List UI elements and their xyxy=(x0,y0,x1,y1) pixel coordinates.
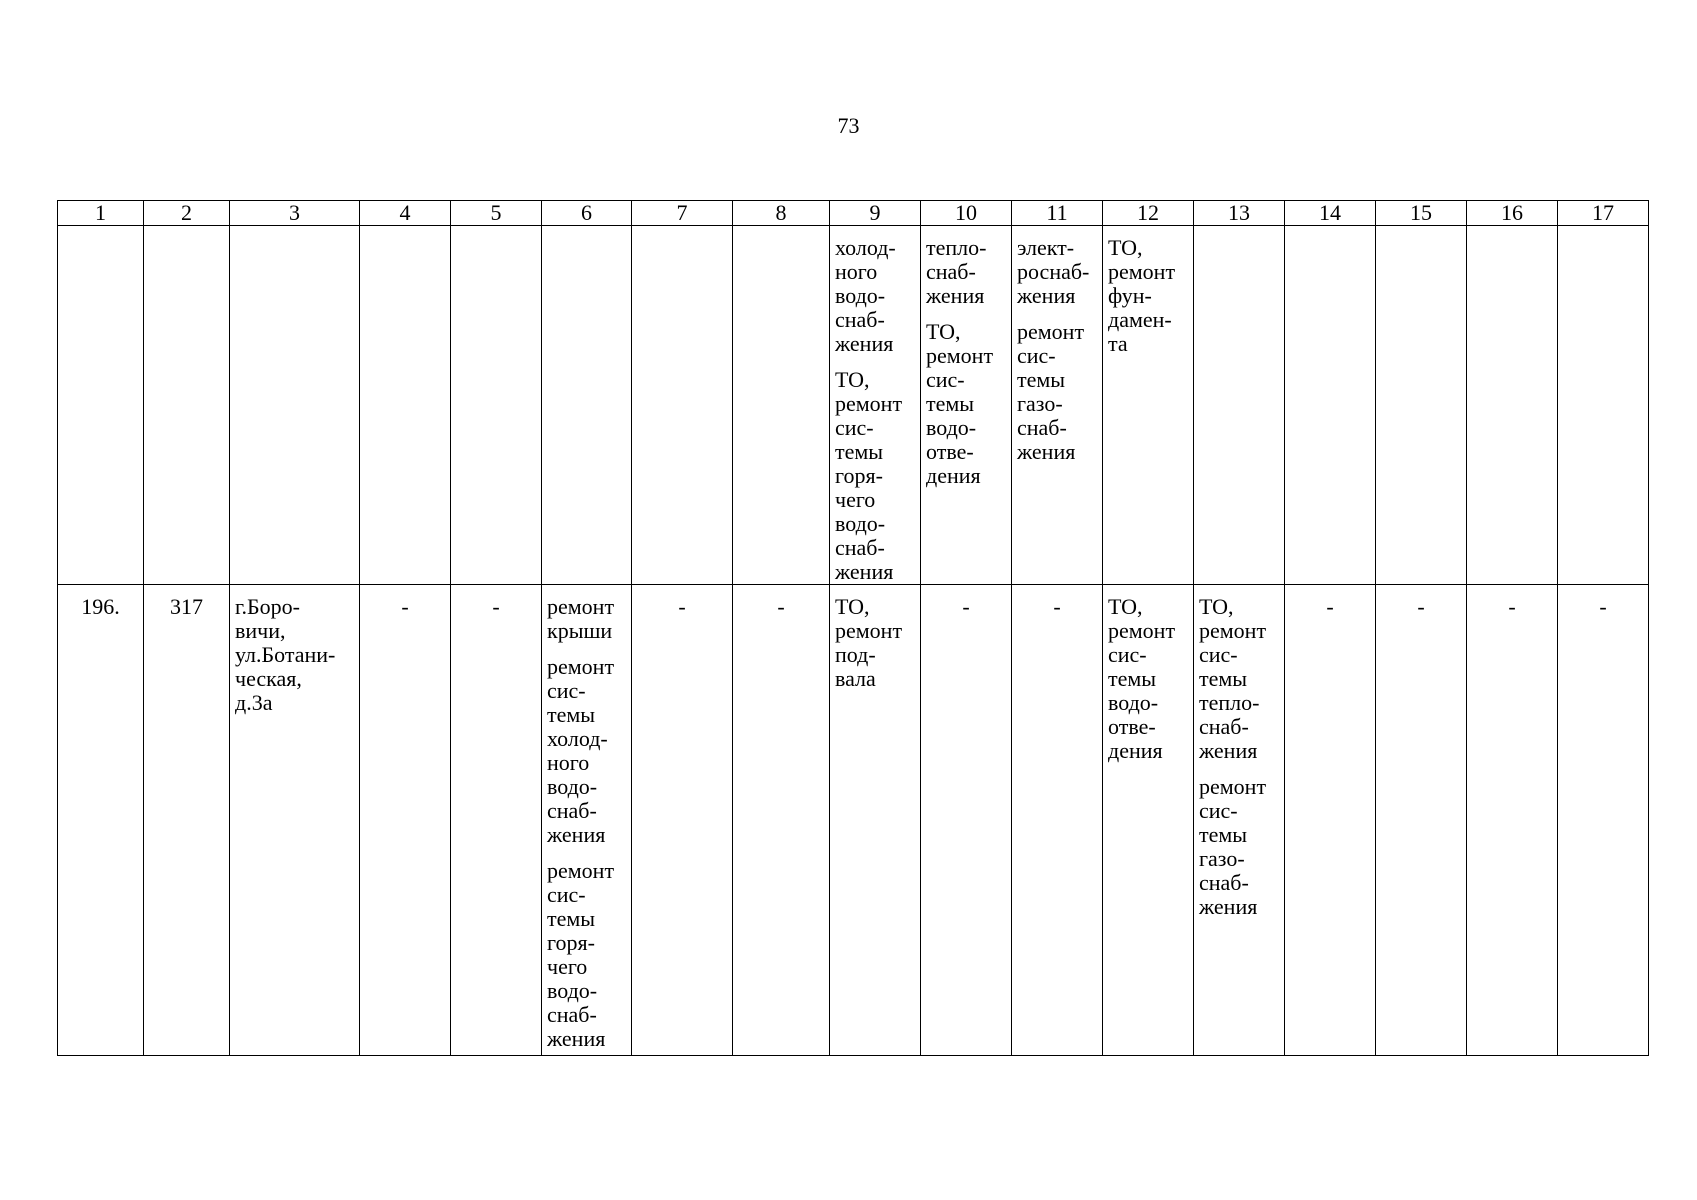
cell-text-line: - xyxy=(777,594,785,619)
cell-text-line: горя- xyxy=(835,463,883,488)
cell-text-line: жения xyxy=(547,822,606,847)
cell-text-line: тепло- xyxy=(1199,690,1260,715)
cell-text-line: ТО, xyxy=(1108,235,1143,260)
table-cell xyxy=(1467,585,1558,1056)
column-number: 6 xyxy=(542,201,632,226)
cell-text-line: сис- xyxy=(1199,798,1238,823)
cell-text-line: отве- xyxy=(1108,714,1156,739)
column-number: 11 xyxy=(1012,201,1103,226)
table-cell xyxy=(1558,585,1649,1056)
column-number: 1 xyxy=(58,201,144,226)
column-number: 15 xyxy=(1376,201,1467,226)
cell-text-line: 196. xyxy=(81,594,120,619)
cell-text-line: водо- xyxy=(547,774,598,799)
cell-text-line: тепло- xyxy=(926,235,987,260)
cell-text-line: жения xyxy=(1017,283,1076,308)
cell-text-line: темы xyxy=(926,391,975,416)
cell-text-line: - xyxy=(401,594,409,619)
cell-entry xyxy=(456,595,536,619)
cell-text-line: - xyxy=(1053,594,1061,619)
cell-text-line: сис- xyxy=(547,678,586,703)
works-table xyxy=(57,200,1649,1056)
column-number: 12 xyxy=(1103,201,1194,226)
cell-entry xyxy=(1017,320,1097,464)
table-cell xyxy=(230,585,360,1056)
cell-entry xyxy=(1290,595,1370,619)
cell-entry xyxy=(1472,595,1552,619)
table-cell xyxy=(1012,585,1103,1056)
cell-content xyxy=(1012,585,1102,619)
table-cell xyxy=(360,585,451,1056)
cell-text-line: снаб- xyxy=(926,259,976,284)
cell-text-line: жения xyxy=(1199,894,1258,919)
cell-text-line: снаб- xyxy=(547,1002,597,1027)
cell-content xyxy=(144,585,229,619)
table-cell xyxy=(58,226,144,585)
column-number: 5 xyxy=(451,201,542,226)
cell-text-line: - xyxy=(1326,594,1334,619)
cell-entry xyxy=(1199,595,1279,763)
cell-text-line: ТО, xyxy=(1108,594,1143,619)
column-number: 7 xyxy=(632,201,733,226)
cell-content xyxy=(921,226,1011,488)
cell-entry xyxy=(547,859,626,1051)
table-cell xyxy=(542,585,632,1056)
cell-content xyxy=(1194,585,1284,919)
cell-entry xyxy=(365,595,445,619)
cell-text-line: чего xyxy=(835,487,876,512)
cell-text-line: 317 xyxy=(170,594,203,619)
cell-text-line: жения xyxy=(547,1026,606,1051)
table-cell xyxy=(1467,226,1558,585)
cell-entry xyxy=(1199,775,1279,919)
cell-entry xyxy=(835,595,915,691)
cell-text-line: холод- xyxy=(547,726,608,751)
cell-text-line: газо- xyxy=(1199,846,1245,871)
cell-text-line: газо- xyxy=(1017,391,1063,416)
cell-content xyxy=(921,585,1011,619)
column-number: 3 xyxy=(230,201,360,226)
column-number: 10 xyxy=(921,201,1012,226)
cell-text-line: сис- xyxy=(1199,642,1238,667)
cell-text-line: дамен- xyxy=(1108,307,1172,332)
column-number-row xyxy=(58,201,1649,226)
cell-text-line: та xyxy=(1108,331,1128,356)
cell-content xyxy=(1012,226,1102,464)
cell-text-line: г.Боро- xyxy=(235,594,301,619)
cell-entry xyxy=(835,236,915,356)
cell-text-line: ул.Ботани- xyxy=(235,642,336,667)
cell-text-line: сис- xyxy=(926,367,965,392)
cell-content xyxy=(830,226,920,584)
column-number: 8 xyxy=(733,201,830,226)
cell-entry xyxy=(926,320,1006,488)
cell-text-line: ТО, xyxy=(835,594,870,619)
cell-text-line: снаб- xyxy=(547,798,597,823)
cell-entry xyxy=(547,595,626,643)
cell-text-line: - xyxy=(962,594,970,619)
table-row xyxy=(58,226,1649,585)
cell-text-line: ремонт xyxy=(1108,618,1176,643)
cell-entry xyxy=(1108,236,1188,356)
cell-text-line: - xyxy=(1508,594,1516,619)
table-cell xyxy=(921,585,1012,1056)
table-row xyxy=(58,585,1649,1056)
cell-text-line: дения xyxy=(1108,738,1163,763)
column-number: 17 xyxy=(1558,201,1649,226)
table-cell xyxy=(921,226,1012,585)
cell-text-line: темы xyxy=(1108,666,1157,691)
cell-text-line: ремонт xyxy=(1108,259,1176,284)
cell-text-line: ремонт xyxy=(547,594,615,619)
table-cell xyxy=(1376,226,1467,585)
cell-text-line: жения xyxy=(1199,738,1258,763)
cell-text-line: снаб- xyxy=(1017,415,1067,440)
cell-text-line: ТО, xyxy=(1199,594,1234,619)
cell-content xyxy=(1558,585,1648,619)
cell-entry xyxy=(1017,236,1097,308)
cell-text-line: ремонт xyxy=(1199,774,1267,799)
cell-text-line: ческая, xyxy=(235,666,302,691)
cell-text-line: вала xyxy=(835,666,876,691)
cell-content xyxy=(1103,226,1193,356)
cell-text-line: водо- xyxy=(1108,690,1159,715)
cell-text-line: водо- xyxy=(926,415,977,440)
cell-text-line: фун- xyxy=(1108,283,1152,308)
cell-text-line: ремонт xyxy=(1199,618,1267,643)
table-cell xyxy=(733,226,830,585)
cell-content xyxy=(58,585,143,619)
cell-text-line: под- xyxy=(835,642,876,667)
table-cell xyxy=(830,226,921,585)
cell-content xyxy=(360,585,450,619)
column-number: 16 xyxy=(1467,201,1558,226)
column-number: 2 xyxy=(144,201,230,226)
cell-text-line: роснаб- xyxy=(1017,259,1090,284)
cell-content xyxy=(733,585,829,619)
cell-text-line: ТО, xyxy=(926,319,961,344)
cell-entry xyxy=(149,595,224,619)
page-number: 73 xyxy=(837,113,860,138)
table-cell xyxy=(1103,226,1194,585)
cell-text-line: жения xyxy=(835,331,894,356)
column-number: 14 xyxy=(1285,201,1376,226)
cell-content xyxy=(451,585,541,619)
table-cell xyxy=(144,585,230,1056)
cell-text-line: ремонт xyxy=(926,343,994,368)
cell-text-line: водо- xyxy=(835,511,886,536)
table-cell xyxy=(733,585,830,1056)
table-cell xyxy=(1012,226,1103,585)
table-cell xyxy=(1194,585,1285,1056)
cell-text-line: - xyxy=(678,594,686,619)
cell-text-line: сис- xyxy=(1108,642,1147,667)
table-cell xyxy=(230,226,360,585)
cell-text-line: - xyxy=(1417,594,1425,619)
table-cell xyxy=(1376,585,1467,1056)
cell-content xyxy=(1467,585,1557,619)
cell-text-line: снаб- xyxy=(1199,714,1249,739)
column-number: 9 xyxy=(830,201,921,226)
cell-text-line: темы xyxy=(1199,666,1248,691)
table-cell xyxy=(144,226,230,585)
cell-entry xyxy=(835,368,915,584)
cell-text-line: д.3а xyxy=(235,690,273,715)
cell-text-line: снаб- xyxy=(835,535,885,560)
column-number: 13 xyxy=(1194,201,1285,226)
cell-text-line: ного xyxy=(547,750,590,775)
cell-text-line: снаб- xyxy=(835,307,885,332)
cell-text-line: элект- xyxy=(1017,235,1075,260)
cell-entry xyxy=(235,595,354,715)
cell-entry xyxy=(547,655,626,847)
cell-entry xyxy=(637,595,727,619)
cell-text-line: водо- xyxy=(835,283,886,308)
table-cell xyxy=(632,226,733,585)
cell-text-line: темы xyxy=(547,702,596,727)
cell-entry xyxy=(738,595,824,619)
cell-text-line: - xyxy=(492,594,500,619)
cell-entry xyxy=(926,595,1006,619)
cell-content xyxy=(542,585,631,1051)
table-cell xyxy=(58,585,144,1056)
cell-text-line: сис- xyxy=(835,415,874,440)
cell-text-line: вичи, xyxy=(235,618,286,643)
cell-text-line: сис- xyxy=(1017,343,1056,368)
cell-entry xyxy=(926,236,1006,308)
cell-text-line: жения xyxy=(926,283,985,308)
table-cell xyxy=(830,585,921,1056)
column-number: 4 xyxy=(360,201,451,226)
table-cell xyxy=(1558,226,1649,585)
cell-entry xyxy=(1381,595,1461,619)
cell-text-line: ного xyxy=(835,259,878,284)
cell-entry xyxy=(1108,595,1188,763)
cell-text-line: темы xyxy=(1017,367,1066,392)
table-cell xyxy=(542,226,632,585)
cell-text-line: жения xyxy=(1017,439,1076,464)
cell-text-line: ремонт xyxy=(547,858,615,883)
cell-text-line: холод- xyxy=(835,235,896,260)
table-cell xyxy=(1285,226,1376,585)
cell-text-line: темы xyxy=(835,439,884,464)
cell-entry xyxy=(1017,595,1097,619)
cell-content xyxy=(1376,585,1466,619)
cell-text-line: отве- xyxy=(926,439,974,464)
cell-text-line: ремонт xyxy=(835,618,903,643)
cell-text-line: ремонт xyxy=(1017,319,1085,344)
cell-text-line: водо- xyxy=(547,978,598,1003)
cell-text-line: ТО, xyxy=(835,367,870,392)
cell-text-line: жения xyxy=(835,559,894,584)
table-cell xyxy=(1285,585,1376,1056)
cell-text-line: темы xyxy=(547,906,596,931)
cell-text-line: сис- xyxy=(547,882,586,907)
cell-content xyxy=(230,585,359,715)
table-cell xyxy=(632,585,733,1056)
cell-text-line: чего xyxy=(547,954,588,979)
cell-entry xyxy=(1563,595,1643,619)
cell-text-line: ремонт xyxy=(547,654,615,679)
table-cell xyxy=(451,226,542,585)
table-cell xyxy=(451,585,542,1056)
cell-text-line: крыши xyxy=(547,618,613,643)
cell-text-line: снаб- xyxy=(1199,870,1249,895)
cell-text-line: темы xyxy=(1199,822,1248,847)
table-cell xyxy=(360,226,451,585)
table-cell xyxy=(1103,585,1194,1056)
cell-text-line: ремонт xyxy=(835,391,903,416)
table-cell xyxy=(1194,226,1285,585)
cell-text-line: дения xyxy=(926,463,981,488)
cell-content xyxy=(1103,585,1193,763)
cell-text-line: - xyxy=(1599,594,1607,619)
cell-text-line: горя- xyxy=(547,930,595,955)
cell-content xyxy=(632,585,732,619)
cell-content xyxy=(830,585,920,691)
cell-content xyxy=(1285,585,1375,619)
cell-entry xyxy=(63,595,138,619)
